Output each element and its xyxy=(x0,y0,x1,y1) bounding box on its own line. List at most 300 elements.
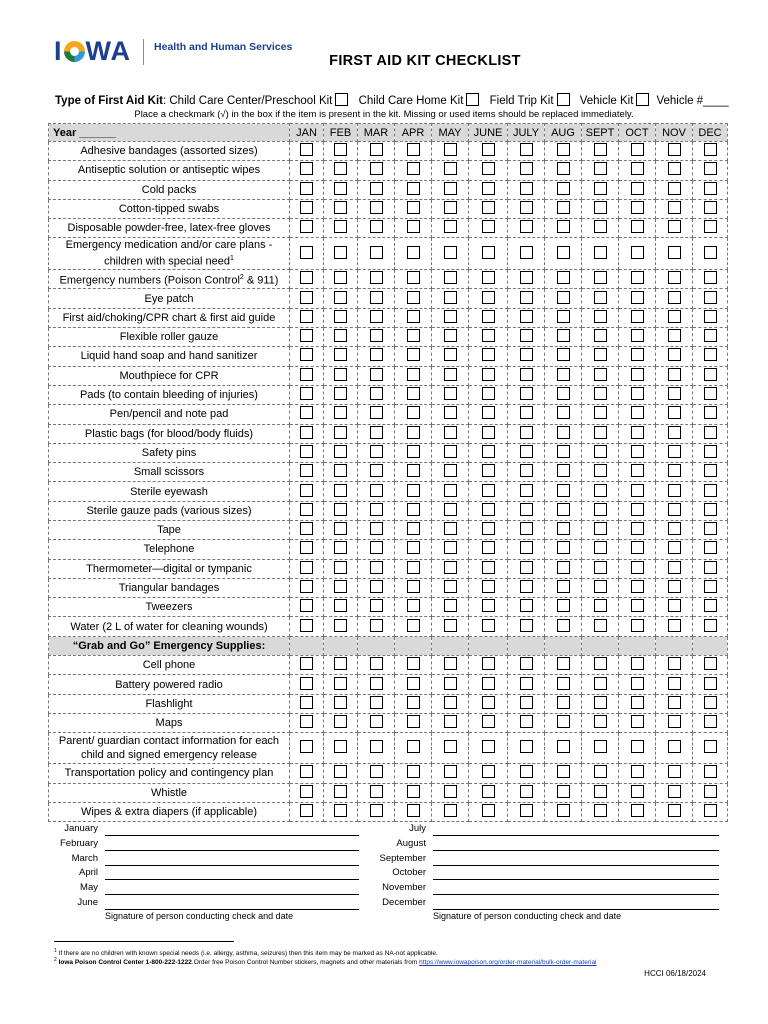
checkbox[interactable] xyxy=(631,657,644,670)
checkbox[interactable] xyxy=(370,677,383,690)
checkbox[interactable] xyxy=(370,503,383,516)
checkbox[interactable] xyxy=(334,765,347,778)
checkbox[interactable] xyxy=(370,804,383,817)
checkbox[interactable] xyxy=(407,348,420,361)
signature-line[interactable] xyxy=(105,909,359,910)
checkbox[interactable] xyxy=(482,696,495,709)
checkbox[interactable] xyxy=(668,387,681,400)
checkbox[interactable] xyxy=(407,201,420,214)
checkbox[interactable] xyxy=(482,143,495,156)
checkbox[interactable] xyxy=(557,464,570,477)
checkbox[interactable] xyxy=(444,291,457,304)
checkbox[interactable] xyxy=(482,162,495,175)
checkbox[interactable] xyxy=(300,182,313,195)
checkbox[interactable] xyxy=(407,677,420,690)
checkbox[interactable] xyxy=(668,201,681,214)
checkbox[interactable] xyxy=(370,387,383,400)
checkbox[interactable] xyxy=(370,310,383,323)
checkbox[interactable] xyxy=(482,580,495,593)
checkbox[interactable] xyxy=(594,740,607,753)
checkbox[interactable] xyxy=(444,804,457,817)
checkbox[interactable] xyxy=(557,368,570,381)
checkbox[interactable] xyxy=(482,182,495,195)
checkbox[interactable] xyxy=(631,143,644,156)
checkbox[interactable] xyxy=(370,426,383,439)
checkbox[interactable] xyxy=(594,445,607,458)
checkbox[interactable] xyxy=(668,271,681,284)
checkbox[interactable] xyxy=(594,387,607,400)
checkbox[interactable] xyxy=(407,765,420,778)
kit-option-checkbox[interactable] xyxy=(557,93,570,106)
checkbox[interactable] xyxy=(631,696,644,709)
checkbox[interactable] xyxy=(407,271,420,284)
checkbox[interactable] xyxy=(407,246,420,259)
signature-line[interactable] xyxy=(433,909,719,910)
checkbox[interactable] xyxy=(520,522,533,535)
checkbox[interactable] xyxy=(482,657,495,670)
checkbox[interactable] xyxy=(407,445,420,458)
checkbox[interactable] xyxy=(704,785,717,798)
checkbox[interactable] xyxy=(668,246,681,259)
checkbox[interactable] xyxy=(407,484,420,497)
checkbox[interactable] xyxy=(520,246,533,259)
checkbox[interactable] xyxy=(520,182,533,195)
checkbox[interactable] xyxy=(520,368,533,381)
checkbox[interactable] xyxy=(300,464,313,477)
checkbox[interactable] xyxy=(334,143,347,156)
order-material-link[interactable]: https://www.iowapoison.org/order-material/bulk-order-material xyxy=(419,959,597,967)
kit-option-checkbox[interactable] xyxy=(335,93,348,106)
checkbox[interactable] xyxy=(557,182,570,195)
checkbox[interactable] xyxy=(520,201,533,214)
checkbox[interactable] xyxy=(370,271,383,284)
checkbox[interactable] xyxy=(631,426,644,439)
checkbox[interactable] xyxy=(407,291,420,304)
checkbox[interactable] xyxy=(668,368,681,381)
checkbox[interactable] xyxy=(594,484,607,497)
checkbox[interactable] xyxy=(334,329,347,342)
checkbox[interactable] xyxy=(482,599,495,612)
checkbox[interactable] xyxy=(631,599,644,612)
signature-line[interactable] xyxy=(105,879,359,880)
checkbox[interactable] xyxy=(334,804,347,817)
checkbox[interactable] xyxy=(482,541,495,554)
checkbox[interactable] xyxy=(704,201,717,214)
checkbox[interactable] xyxy=(631,785,644,798)
checkbox[interactable] xyxy=(444,426,457,439)
checkbox[interactable] xyxy=(334,580,347,593)
checkbox[interactable] xyxy=(370,143,383,156)
checkbox[interactable] xyxy=(704,619,717,632)
checkbox[interactable] xyxy=(334,785,347,798)
checkbox[interactable] xyxy=(482,522,495,535)
checkbox[interactable] xyxy=(300,246,313,259)
checkbox[interactable] xyxy=(407,619,420,632)
checkbox[interactable] xyxy=(631,715,644,728)
checkbox[interactable] xyxy=(557,484,570,497)
checkbox[interactable] xyxy=(520,445,533,458)
checkbox[interactable] xyxy=(520,329,533,342)
signature-line[interactable] xyxy=(433,894,719,895)
checkbox[interactable] xyxy=(334,677,347,690)
checkbox[interactable] xyxy=(444,182,457,195)
checkbox[interactable] xyxy=(668,464,681,477)
checkbox[interactable] xyxy=(334,387,347,400)
checkbox[interactable] xyxy=(704,143,717,156)
checkbox[interactable] xyxy=(594,657,607,670)
checkbox[interactable] xyxy=(631,310,644,323)
checkbox[interactable] xyxy=(370,220,383,233)
checkbox[interactable] xyxy=(631,220,644,233)
checkbox[interactable] xyxy=(520,426,533,439)
checkbox[interactable] xyxy=(482,484,495,497)
checkbox[interactable] xyxy=(520,271,533,284)
checkbox[interactable] xyxy=(334,406,347,419)
checkbox[interactable] xyxy=(482,804,495,817)
checkbox[interactable] xyxy=(407,785,420,798)
checkbox[interactable] xyxy=(334,291,347,304)
checkbox[interactable] xyxy=(594,368,607,381)
checkbox[interactable] xyxy=(557,246,570,259)
checkbox[interactable] xyxy=(482,201,495,214)
checkbox[interactable] xyxy=(631,182,644,195)
checkbox[interactable] xyxy=(300,580,313,593)
checkbox[interactable] xyxy=(334,740,347,753)
checkbox[interactable] xyxy=(370,765,383,778)
checkbox[interactable] xyxy=(444,522,457,535)
checkbox[interactable] xyxy=(482,406,495,419)
checkbox[interactable] xyxy=(668,715,681,728)
checkbox[interactable] xyxy=(668,599,681,612)
checkbox[interactable] xyxy=(444,271,457,284)
checkbox[interactable] xyxy=(668,220,681,233)
checkbox[interactable] xyxy=(668,329,681,342)
checkbox[interactable] xyxy=(444,619,457,632)
checkbox[interactable] xyxy=(334,541,347,554)
checkbox[interactable] xyxy=(557,387,570,400)
kit-option-checkbox[interactable] xyxy=(466,93,479,106)
checkbox[interactable] xyxy=(300,696,313,709)
checkbox[interactable] xyxy=(631,291,644,304)
checkbox[interactable] xyxy=(300,619,313,632)
checkbox[interactable] xyxy=(557,220,570,233)
checkbox[interactable] xyxy=(482,246,495,259)
checkbox[interactable] xyxy=(334,445,347,458)
checkbox[interactable] xyxy=(334,220,347,233)
checkbox[interactable] xyxy=(370,484,383,497)
checkbox[interactable] xyxy=(557,619,570,632)
checkbox[interactable] xyxy=(557,271,570,284)
checkbox[interactable] xyxy=(444,715,457,728)
checkbox[interactable] xyxy=(668,406,681,419)
checkbox[interactable] xyxy=(557,143,570,156)
checkbox[interactable] xyxy=(407,162,420,175)
checkbox[interactable] xyxy=(370,696,383,709)
checkbox[interactable] xyxy=(407,696,420,709)
checkbox[interactable] xyxy=(444,220,457,233)
checkbox[interactable] xyxy=(300,329,313,342)
checkbox[interactable] xyxy=(520,310,533,323)
checkbox[interactable] xyxy=(370,599,383,612)
checkbox[interactable] xyxy=(482,619,495,632)
checkbox[interactable] xyxy=(520,696,533,709)
checkbox[interactable] xyxy=(300,561,313,574)
checkbox[interactable] xyxy=(704,657,717,670)
checkbox[interactable] xyxy=(407,220,420,233)
signature-line[interactable] xyxy=(105,850,359,851)
checkbox[interactable] xyxy=(704,740,717,753)
checkbox[interactable] xyxy=(444,677,457,690)
checkbox[interactable] xyxy=(482,291,495,304)
checkbox[interactable] xyxy=(482,348,495,361)
checkbox[interactable] xyxy=(557,785,570,798)
checkbox[interactable] xyxy=(631,765,644,778)
checkbox[interactable] xyxy=(407,387,420,400)
checkbox[interactable] xyxy=(704,503,717,516)
checkbox[interactable] xyxy=(407,580,420,593)
checkbox[interactable] xyxy=(520,464,533,477)
checkbox[interactable] xyxy=(557,426,570,439)
checkbox[interactable] xyxy=(300,657,313,670)
checkbox[interactable] xyxy=(668,696,681,709)
checkbox[interactable] xyxy=(704,348,717,361)
checkbox[interactable] xyxy=(594,220,607,233)
checkbox[interactable] xyxy=(557,599,570,612)
checkbox[interactable] xyxy=(520,220,533,233)
checkbox[interactable] xyxy=(482,765,495,778)
checkbox[interactable] xyxy=(520,619,533,632)
checkbox[interactable] xyxy=(334,246,347,259)
checkbox[interactable] xyxy=(407,464,420,477)
checkbox[interactable] xyxy=(407,715,420,728)
checkbox[interactable] xyxy=(334,310,347,323)
checkbox[interactable] xyxy=(668,291,681,304)
checkbox[interactable] xyxy=(631,464,644,477)
checkbox[interactable] xyxy=(520,804,533,817)
checkbox[interactable] xyxy=(444,368,457,381)
checkbox[interactable] xyxy=(668,765,681,778)
checkbox[interactable] xyxy=(370,541,383,554)
checkbox[interactable] xyxy=(631,246,644,259)
checkbox[interactable] xyxy=(557,561,570,574)
checkbox[interactable] xyxy=(594,765,607,778)
checkbox[interactable] xyxy=(482,329,495,342)
checkbox[interactable] xyxy=(482,785,495,798)
checkbox[interactable] xyxy=(704,310,717,323)
checkbox[interactable] xyxy=(594,522,607,535)
checkbox[interactable] xyxy=(300,522,313,535)
checkbox[interactable] xyxy=(668,619,681,632)
checkbox[interactable] xyxy=(631,329,644,342)
checkbox[interactable] xyxy=(594,246,607,259)
checkbox[interactable] xyxy=(520,561,533,574)
checkbox[interactable] xyxy=(407,329,420,342)
checkbox[interactable] xyxy=(520,291,533,304)
checkbox[interactable] xyxy=(668,580,681,593)
signature-line[interactable] xyxy=(433,865,719,866)
checkbox[interactable] xyxy=(668,785,681,798)
checkbox[interactable] xyxy=(300,503,313,516)
checkbox[interactable] xyxy=(704,765,717,778)
checkbox[interactable] xyxy=(444,541,457,554)
checkbox[interactable] xyxy=(334,368,347,381)
checkbox[interactable] xyxy=(631,484,644,497)
checkbox[interactable] xyxy=(557,541,570,554)
checkbox[interactable] xyxy=(407,426,420,439)
checkbox[interactable] xyxy=(704,804,717,817)
checkbox[interactable] xyxy=(631,740,644,753)
checkbox[interactable] xyxy=(444,387,457,400)
checkbox[interactable] xyxy=(370,445,383,458)
checkbox[interactable] xyxy=(444,143,457,156)
checkbox[interactable] xyxy=(370,657,383,670)
checkbox[interactable] xyxy=(594,561,607,574)
checkbox[interactable] xyxy=(300,484,313,497)
checkbox[interactable] xyxy=(631,503,644,516)
checkbox[interactable] xyxy=(334,715,347,728)
checkbox[interactable] xyxy=(704,246,717,259)
checkbox[interactable] xyxy=(668,657,681,670)
checkbox[interactable] xyxy=(370,201,383,214)
signature-line[interactable] xyxy=(105,835,359,836)
checkbox[interactable] xyxy=(300,368,313,381)
checkbox[interactable] xyxy=(631,804,644,817)
checkbox[interactable] xyxy=(334,271,347,284)
checkbox[interactable] xyxy=(407,406,420,419)
checkbox[interactable] xyxy=(444,464,457,477)
checkbox[interactable] xyxy=(407,657,420,670)
checkbox[interactable] xyxy=(370,246,383,259)
checkbox[interactable] xyxy=(370,785,383,798)
checkbox[interactable] xyxy=(444,201,457,214)
checkbox[interactable] xyxy=(300,740,313,753)
checkbox[interactable] xyxy=(594,271,607,284)
checkbox[interactable] xyxy=(520,162,533,175)
checkbox[interactable] xyxy=(482,715,495,728)
checkbox[interactable] xyxy=(482,503,495,516)
checkbox[interactable] xyxy=(594,291,607,304)
checkbox[interactable] xyxy=(704,599,717,612)
checkbox[interactable] xyxy=(300,715,313,728)
checkbox[interactable] xyxy=(482,310,495,323)
checkbox[interactable] xyxy=(704,291,717,304)
checkbox[interactable] xyxy=(668,561,681,574)
checkbox[interactable] xyxy=(482,561,495,574)
checkbox[interactable] xyxy=(444,657,457,670)
checkbox[interactable] xyxy=(334,348,347,361)
checkbox[interactable] xyxy=(370,162,383,175)
checkbox[interactable] xyxy=(370,715,383,728)
checkbox[interactable] xyxy=(300,599,313,612)
checkbox[interactable] xyxy=(594,348,607,361)
checkbox[interactable] xyxy=(444,561,457,574)
checkbox[interactable] xyxy=(668,541,681,554)
checkbox[interactable] xyxy=(668,426,681,439)
checkbox[interactable] xyxy=(668,143,681,156)
checkbox[interactable] xyxy=(557,445,570,458)
checkbox[interactable] xyxy=(444,348,457,361)
checkbox[interactable] xyxy=(557,696,570,709)
checkbox[interactable] xyxy=(444,765,457,778)
checkbox[interactable] xyxy=(444,740,457,753)
checkbox[interactable] xyxy=(407,522,420,535)
year-field[interactable]: Year ______ xyxy=(49,124,290,142)
checkbox[interactable] xyxy=(557,765,570,778)
checkbox[interactable] xyxy=(300,426,313,439)
checkbox[interactable] xyxy=(370,291,383,304)
signature-line[interactable] xyxy=(433,835,719,836)
checkbox[interactable] xyxy=(557,329,570,342)
checkbox[interactable] xyxy=(300,201,313,214)
checkbox[interactable] xyxy=(300,677,313,690)
checkbox[interactable] xyxy=(557,201,570,214)
checkbox[interactable] xyxy=(668,162,681,175)
checkbox[interactable] xyxy=(334,696,347,709)
checkbox[interactable] xyxy=(300,765,313,778)
checkbox[interactable] xyxy=(407,561,420,574)
checkbox[interactable] xyxy=(631,445,644,458)
checkbox[interactable] xyxy=(704,426,717,439)
checkbox[interactable] xyxy=(704,715,717,728)
checkbox[interactable] xyxy=(444,785,457,798)
checkbox[interactable] xyxy=(668,445,681,458)
checkbox[interactable] xyxy=(300,348,313,361)
checkbox[interactable] xyxy=(482,445,495,458)
checkbox[interactable] xyxy=(631,561,644,574)
checkbox[interactable] xyxy=(520,348,533,361)
checkbox[interactable] xyxy=(300,387,313,400)
checkbox[interactable] xyxy=(704,329,717,342)
checkbox[interactable] xyxy=(482,740,495,753)
checkbox[interactable] xyxy=(631,580,644,593)
checkbox[interactable] xyxy=(704,522,717,535)
checkbox[interactable] xyxy=(668,740,681,753)
checkbox[interactable] xyxy=(370,619,383,632)
checkbox[interactable] xyxy=(594,201,607,214)
checkbox[interactable] xyxy=(334,464,347,477)
checkbox[interactable] xyxy=(520,406,533,419)
checkbox[interactable] xyxy=(704,406,717,419)
checkbox[interactable] xyxy=(300,541,313,554)
checkbox[interactable] xyxy=(520,677,533,690)
checkbox[interactable] xyxy=(631,406,644,419)
kit-option-checkbox[interactable] xyxy=(636,93,649,106)
checkbox[interactable] xyxy=(704,387,717,400)
checkbox[interactable] xyxy=(300,804,313,817)
checkbox[interactable] xyxy=(370,329,383,342)
checkbox[interactable] xyxy=(631,368,644,381)
checkbox[interactable] xyxy=(482,426,495,439)
checkbox[interactable] xyxy=(334,484,347,497)
checkbox[interactable] xyxy=(704,484,717,497)
checkbox[interactable] xyxy=(407,804,420,817)
checkbox[interactable] xyxy=(444,246,457,259)
checkbox[interactable] xyxy=(520,387,533,400)
checkbox[interactable] xyxy=(594,785,607,798)
checkbox[interactable] xyxy=(520,657,533,670)
checkbox[interactable] xyxy=(444,696,457,709)
checkbox[interactable] xyxy=(631,619,644,632)
checkbox[interactable] xyxy=(370,740,383,753)
checkbox[interactable] xyxy=(407,368,420,381)
checkbox[interactable] xyxy=(370,464,383,477)
checkbox[interactable] xyxy=(668,677,681,690)
checkbox[interactable] xyxy=(300,785,313,798)
checkbox[interactable] xyxy=(594,696,607,709)
checkbox[interactable] xyxy=(557,804,570,817)
vehicle-number-field[interactable]: Vehicle #____ xyxy=(656,95,729,107)
checkbox[interactable] xyxy=(704,541,717,554)
